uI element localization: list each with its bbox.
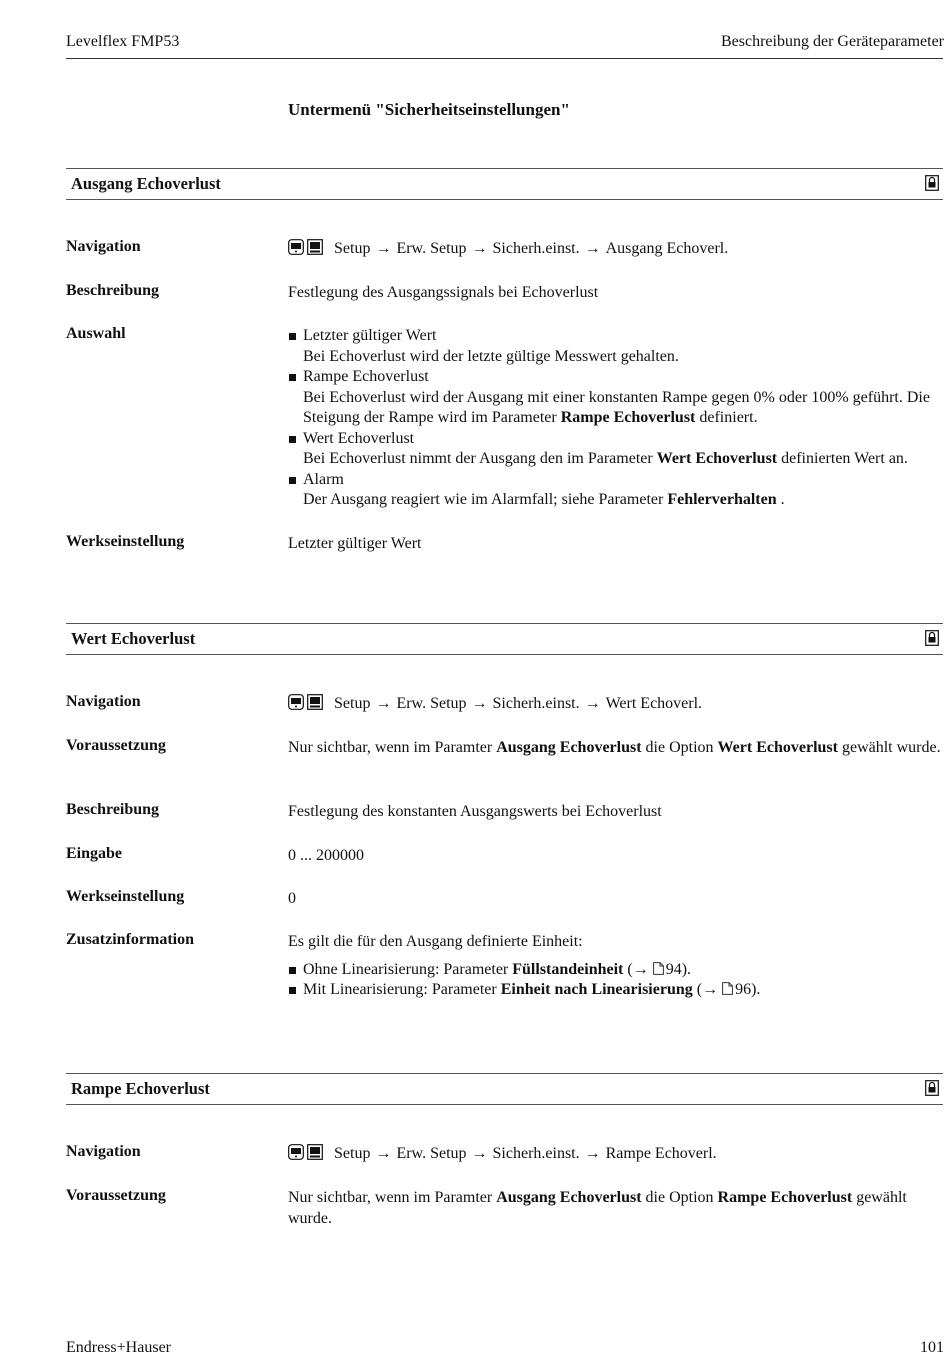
list-item [288,367,943,429]
label-voraussetzung: Voraussetzung [66,737,166,754]
param-ref: Einheit nach Linearisierung [500,981,693,998]
list-item: Mit Linearisierung: Parameter Einheit nach Linearisierung (→ 96). [288,980,943,1001]
footer-brand: Endress+Hauser [66,1339,171,1356]
voraussetzung-text: Nur sichtbar, wenn im Paramter Ausgang Echoverlust die Option Wert Echoverlust gewählt wurde. [288,739,941,756]
nav-sicherh: Sicherh.einst. [492,1145,580,1162]
list-item [288,470,943,511]
option-desc: Bei Echoverlust wird der letzte gültige Messwert gehalten. [303,347,679,365]
nav-arrow: → [584,240,601,257]
nav-arrow: → [584,1145,601,1162]
param-ref: Ausgang Echoverlust [496,1189,642,1206]
werkseinstellung-value: 0 [288,890,296,907]
submenu-title: Untermenü "Sicherheitseinstellungen" [288,100,570,119]
voraussetzung-text: Nur sichtbar, wenn im Paramter Ausgang Echoverlust die Option Rampe Echoverlust gewählt wurde. [288,1189,907,1227]
option-ref: Wert Echoverlust [717,739,838,756]
nav-erw-setup: Erw. Setup [396,1145,467,1162]
page-number: 101 [920,1339,944,1356]
label-navigation: Navigation [66,1143,141,1160]
device-display-icon [288,1144,304,1160]
section-bar-rampe-echoverlust [66,1073,943,1105]
label-navigation: Navigation [66,238,141,255]
label-auswahl: Auswahl [66,325,126,342]
beschreibung-text: Festlegung des Ausgangssignals bei Echoverlust [288,284,599,301]
section-title: Rampe Echoverlust [71,1079,210,1098]
nav-arrow: → [471,240,488,257]
label-eingabe: Eingabe [66,845,123,862]
nav-arrow: → [375,240,392,257]
lock-icon [925,630,939,646]
label-navigation: Navigation [66,693,141,710]
list-item [288,326,943,367]
navigation-path [288,239,943,262]
label-beschreibung: Beschreibung [66,282,160,299]
page-ref-icon [722,982,733,995]
auswahl-list [288,326,943,511]
navigation-path [288,1144,943,1167]
nav-target: Wert Echoverl. [605,695,703,712]
zusatz-intro: Es gilt die für den Ausgang definierte Einheit: [288,933,583,950]
list-item [288,429,943,470]
werkseinstellung-value: Letzter gültiger Wert [288,535,422,552]
device-display-icon [288,694,304,710]
eingabe-value: 0 ... 200000 [288,847,364,864]
lock-icon [925,1080,939,1096]
nav-target: Rampe Echoverl. [605,1145,717,1162]
section-bar-wert-echoverlust [66,623,943,655]
section-title: Ausgang Echoverlust [71,174,221,193]
nav-erw-setup: Erw. Setup [396,695,467,712]
option-name: Letzter gültiger Wert [303,327,437,344]
section-title: Wert Echoverlust [71,629,196,648]
nav-arrow: → [471,1145,488,1162]
label-werkseinstellung: Werkseinstellung [66,888,185,905]
lock-icon [925,175,939,191]
operating-tool-icon [307,239,323,255]
nav-arrow: → [375,695,392,712]
label-zusatzinformation: Zusatzinformation [66,931,194,948]
nav-target: Ausgang Echoverl. [605,240,729,257]
nav-sicherh: Sicherh.einst. [492,240,580,257]
option-name: Alarm [303,470,344,488]
param-ref: Füllstandeinheit [512,960,624,978]
operating-tool-icon [307,694,323,710]
param-ref: Ausgang Echoverlust [496,739,642,756]
option-desc: Bei Echoverlust wird der Ausgang mit einer konstanten Rampe gegen 0% oder 100% geführt. Die Steigung der Rampe wird im Parameter Rampe Echoverlust definiert. [303,388,930,426]
option-name: Wert Echoverlust [303,429,415,447]
option-desc: Bei Echoverlust nimmt der Ausgang den im Parameter Wert Echoverlust definierten Wert an. [303,450,908,467]
beschreibung-text: Festlegung des konstanten Ausgangswerts bei Echoverlust [288,803,662,820]
param-ref: Wert Echoverlust [656,450,778,467]
param-ref: Rampe Echoverlust [560,409,696,426]
page-ref-icon [653,962,664,975]
operating-tool-icon [307,1144,323,1160]
nav-erw-setup: Erw. Setup [396,240,467,257]
nav-sicherh: Sicherh.einst. [492,695,580,712]
nav-arrow: → [584,695,601,712]
option-ref: Rampe Echoverlust [717,1189,853,1206]
header-left: Levelflex FMP53 [66,33,180,50]
nav-arrow: → [375,1145,392,1162]
list-item: Ohne Linearisierung: Parameter Füllstandeinheit (→ 94). [288,960,943,981]
label-beschreibung: Beschreibung [66,801,160,818]
nav-setup: Setup [334,240,371,257]
param-ref: Fehlerverhalten [667,491,777,508]
header-right: Beschreibung der Geräteparameter [721,33,944,50]
zusatzinformation-block [288,932,943,1001]
navigation-path [288,694,943,717]
header-rule [66,58,943,59]
option-desc: Der Ausgang reagiert wie im Alarmfall; siehe Parameter Fehlerverhalten . [303,491,785,508]
nav-setup: Setup [334,1145,371,1162]
section-bar-ausgang-echoverlust [66,168,943,200]
device-display-icon [288,239,304,255]
label-voraussetzung: Voraussetzung [66,1187,166,1204]
option-name: Rampe Echoverlust [303,368,429,385]
nav-setup: Setup [334,695,371,712]
label-werkseinstellung: Werkseinstellung [66,533,185,550]
nav-arrow: → [471,695,488,712]
